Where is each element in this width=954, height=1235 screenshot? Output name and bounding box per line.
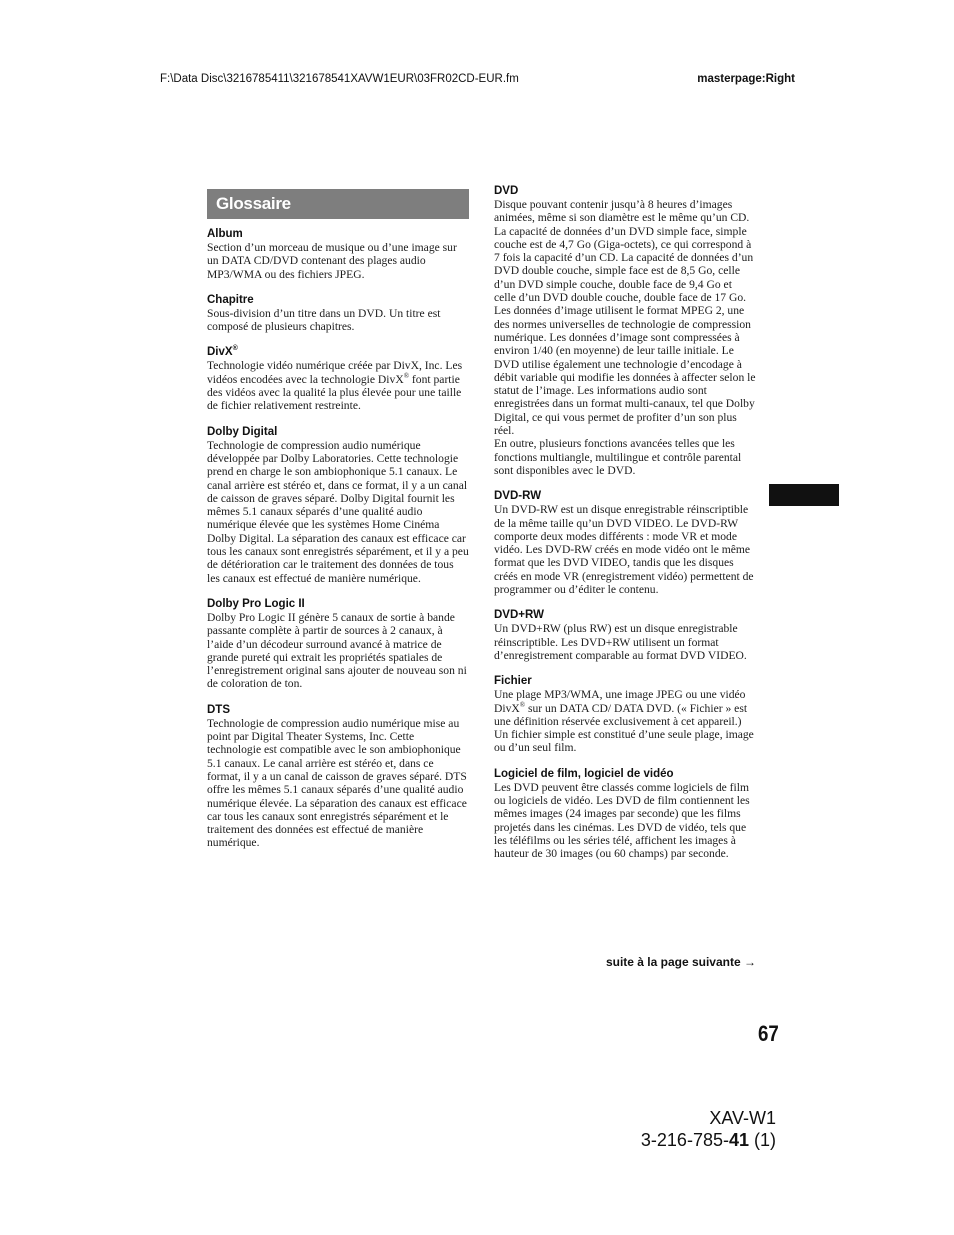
glossary-definition [494,622,756,662]
glossary-term [494,185,756,198]
definition-paragraph: Technologie de compression audio numérique mise au point par Digital Theater Systems, Inc. Cette technologie est compatible avec le son ambiophonique 5.1 canaux. Le canal arrière est stéréo et, dans ce format, il y a un canal de caisson de graves séparé. DTS offre les mêmes 5.1 canaux séparés d’une qualité audio numérique élevée. La séparation des canaux est efficace car tous les canaux sont enregistrés séparément et le traitement des données est effectué de manière numérique. [207,716,467,850]
glossary-entry [494,185,756,477]
left-entries [207,228,469,850]
glossary-definition [207,359,469,412]
model-name: XAV-W1 [709,1108,776,1128]
definition-paragraph: En outre, plusieurs fonctions avancées telles que les fonctions multiangle, multilingue et contrôle parental sont disponibles avec le DVD. [494,437,742,477]
glossary-definition [207,241,469,281]
glossary-entry [494,609,756,662]
right-column [494,185,756,873]
glossary-definition [494,688,756,754]
glossary-term-text: Album [207,228,243,240]
glossary-definition [207,439,469,585]
glossary-definition [207,717,469,850]
model-code-prefix: 3-216-785- [640,1130,729,1150]
glossary-term-text: DVD+RW [494,609,544,622]
glossary-term [207,228,469,241]
glossary-entry [207,704,469,850]
glossary-term-text: Logiciel de film, logiciel de vidéo [494,767,674,780]
glossary-term-text: Chapitre [207,293,254,306]
right-entries [494,185,756,860]
glossary-entry [207,598,469,691]
registered-mark: ® [232,345,238,353]
glossary-term-text: Dolby Pro Logic II [207,597,305,610]
section-title: Glossaire [207,189,469,219]
definition-paragraph: Une plage MP3/WMA, une image JPEG ou une vidéo DivX® sur un DATA CD/ DATA DVD. (« Fichier » est une définition réservée exclusivement à cet appareil.) Un fichier simple est constitué d’une seule plage, image ou d’un seul film. [494,688,754,755]
glossary-term-text: Dolby Digital [207,425,278,438]
page-number: 67 [758,1021,779,1046]
model-code-suffix: (1) [749,1130,776,1150]
definition-paragraph: Disque pouvant contenir jusqu’à 8 heures d’images animées, même si son diamètre est le même qu’un CD. [494,198,750,225]
glossary-term [207,294,469,307]
definition-paragraph: Technologie de compression audio numérique développée par Dolby Laboratories. Cette technologie prend en charge le son ambiophonique 5.1 canaux. Le canal arrière est stéréo et, dans ce format, il y a un canal de caisson de graves séparé. Dolby Digital fournit les mêmes 5.1 canaux séparés d’une qualité audio numérique élevée que les systèmes Home Cinéma Dolby Digital. La séparation des canaux est efficace car tous les canaux sont enregistrés séparément, et il y a peu de détérioration car le traitement des données de tous les canaux est effectué de manière numérique. [207,438,469,585]
definition-paragraph: Un DVD-RW est un disque enregistrable réinscriptible de la même taille qu’un DVD VIDEO. Le DVD-RW comporte deux modes différents : mode VR et mode vidéo. Les DVD-RW créés en mode vidéo ont le même format que les DVD VIDEO, tandis que les disques créés en mode VR (enregistrement vidéo) permettent de programmer ou d’éditer le contenu. [494,503,754,597]
definition-paragraph: Un DVD+RW (plus RW) est un disque enregistrable réinscriptible. Les DVD+RW utilisent un format d’enregistrement comparable au format DVD VIDEO. [494,622,747,662]
definition-paragraph: La capacité de données d’un DVD simple face, simple couche est de 4,7 Go (Giga-octets), ce qui correspond à 7 fois la capacité d’un CD. La capacité de données d’un DVD double couche, simple face est de 8,5 Go, celle d’un DVD simple couche, double face de 9,4 Go et celle d’un DVD double couche, double face de 17 Go. [494,224,754,305]
glossary-term [494,675,756,688]
definition-paragraph: Technologie vidéo numérique créée par DivX, Inc. Les vidéos encodées avec la technologie DivX® font partie des vidéos avec la qualité la plus élevée pour une taille de fichier relativement restreinte. [207,359,463,413]
glossary-definition [494,781,756,861]
glossary-entry [494,675,756,754]
glossary-entry [494,768,756,861]
glossary-entry [207,228,469,281]
glossary-definition [207,611,469,691]
glossary-term [494,490,756,503]
glossary-term-text: Fichier [494,675,532,688]
model-code-bold: 41 [728,1130,749,1150]
glossary-entry [207,426,469,585]
glossary-term [494,768,756,781]
glossary-term [207,598,469,611]
glossary-term-text: DVD [494,185,519,197]
model-code [641,1129,776,1151]
glossary-term [207,346,469,359]
glossary-term [494,609,756,622]
masterpage-header: masterpage:Right [697,73,795,85]
glossary-term [207,704,469,717]
glossary-term-text: DivX [207,346,233,359]
glossary-term [207,426,469,439]
definition-paragraph: Dolby Pro Logic II génère 5 canaux de sortie à bande passante complète à partir de sources à 2 canaux, à l’aide d’un décodeur surround avancé à matrice de grande pureté qui extrait les propriétés spatiales de l’enregistrement original sans ajouter de nouveau son ni de coloration de ton. [207,610,467,691]
model-info [641,1107,776,1151]
glossary-term-text: DVD-RW [494,490,542,503]
glossary-entry [494,490,756,596]
continue-note: suite à la page suivante → [605,955,756,969]
definition-paragraph: Les DVD peuvent être classés comme logiciels de film ou logiciels de vidéo. Les DVD de film contiennent les mêmes images (24 images par seconde) que les films projetés dans les cinémas. Les DVD de vidéo, tels que les téléfilms ou les séries télé, affichent les images à hauteur de 30 images (ou 60 champs) par seconde. [494,780,750,861]
glossary-definition [207,307,469,334]
glossary-entry [207,294,469,334]
chapter-tab-marker [769,484,839,506]
definition-paragraph: Les données d’image utilisent le format MPEG 2, une des normes universelles de technologie de compression numérique. Les données d’image sont compressées à environ 1/40 (en moyenne) de leur taille initiale. Le DVD utilise également une technologie d’encodage à débit variable qui modifie les données à affecter selon le statut de l’image. Les informations audio sont enregistrées dans un format multi-canaux, tel que Dolby Digital, ce qui vous permet de profiter d’un son plus réel. [494,304,756,438]
left-column [207,189,469,863]
glossary-definition [494,503,756,596]
file-path-header: F:\Data Disc\3216785411\321678541XAVW1EUR\03FR02CD-EUR.fm [160,73,519,85]
definition-paragraph: Sous-division d’un titre dans un DVD. Un titre est composé de plusieurs chapitres. [207,306,441,334]
glossary-term-text: DTS [207,703,230,716]
glossary-entry [207,346,469,412]
glossary-definition [494,198,756,477]
definition-paragraph: Section d’un morceau de musique ou d’une image sur un DATA CD/DVD contenant des plages audio MP3/WMA ou des fichiers JPEG. [207,241,457,281]
